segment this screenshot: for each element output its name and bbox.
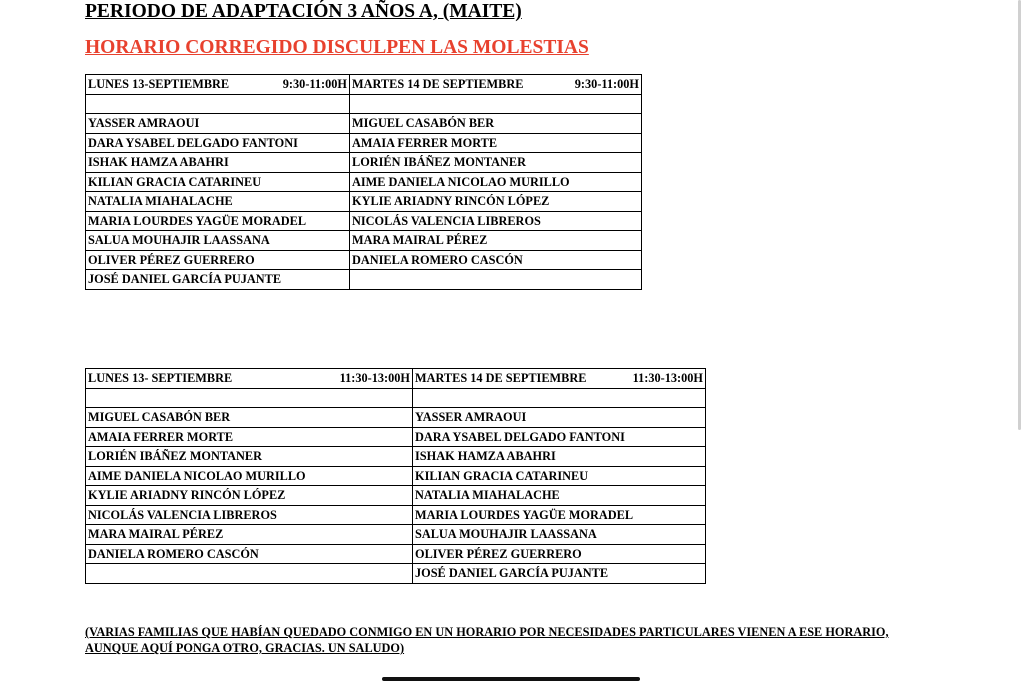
time-label: 11:30-13:00H (632, 371, 703, 386)
student-name-cell (350, 270, 642, 290)
student-name-cell: AMAIA FERRER MORTE (350, 133, 642, 153)
table-row (86, 192, 642, 212)
student-name-cell (413, 388, 706, 408)
student-name-cell: KILIAN GRACIA CATARINEU (86, 172, 350, 192)
student-name-cell: SALUA MOUHAJIR LAASSANA (413, 525, 706, 545)
student-name-cell (86, 564, 413, 584)
student-name-cell: NATALIA MIAHALACHE (413, 486, 706, 506)
header-cell-tuesday (350, 75, 642, 95)
student-name-cell: SALUA MOUHAJIR LAASSANA (86, 231, 350, 251)
table-row (86, 505, 706, 525)
student-name-cell: AMAIA FERRER MORTE (86, 427, 413, 447)
day-label: LUNES 13- SEPTIEMBRE (88, 371, 233, 386)
header-cell-monday (86, 75, 350, 95)
vertical-scrollbar[interactable] (1018, 0, 1021, 430)
table-row (86, 447, 706, 467)
student-name-cell (86, 94, 350, 114)
table-row (86, 114, 642, 134)
student-name-cell: KYLIE ARIADNY RINCÓN LÓPEZ (350, 192, 642, 212)
student-name-cell: AIME DANIELA NICOLAO MURILLO (86, 466, 413, 486)
day-label: MARTES 14 DE SEPTIEMBRE (352, 77, 524, 92)
student-name-cell: MARIA LOURDES YAGÜE MORADEL (86, 211, 350, 231)
student-name-cell: YASSER AMRAOUI (86, 114, 350, 134)
student-name-cell: NICOLÁS VALENCIA LIBREROS (350, 211, 642, 231)
time-label: 9:30-11:00H (282, 77, 347, 92)
table-row (86, 486, 706, 506)
table-row (86, 388, 706, 408)
student-name-cell: DARA YSABEL DELGADO FANTONI (413, 427, 706, 447)
student-name-cell: OLIVER PÉREZ GUERRERO (413, 544, 706, 564)
student-name-cell: DARA YSABEL DELGADO FANTONI (86, 133, 350, 153)
student-name-cell (350, 94, 642, 114)
document-title: PERIODO DE ADAPTACIÓN 3 AÑOS A, (MAITE) (85, 1, 522, 22)
table-row (86, 270, 642, 290)
student-name-cell: DANIELA ROMERO CASCÓN (86, 544, 413, 564)
header-cell-tuesday (413, 369, 706, 389)
student-name-cell: JOSÉ DANIEL GARCÍA PUJANTE (413, 564, 706, 584)
student-name-cell: YASSER AMRAOUI (413, 408, 706, 428)
table-row (86, 525, 706, 545)
student-name-cell: KILIAN GRACIA CATARINEU (413, 466, 706, 486)
student-name-cell: JOSÉ DANIEL GARCÍA PUJANTE (86, 270, 350, 290)
schedule-table-morning-1 (85, 74, 642, 290)
table-row (86, 250, 642, 270)
time-label: 9:30-11:00H (574, 77, 639, 92)
table-row (86, 408, 706, 428)
student-name-cell: LORIÉN IBÁÑEZ MONTANER (86, 447, 413, 467)
table-row (86, 94, 642, 114)
table-row (86, 153, 642, 173)
table-row (86, 231, 642, 251)
student-name-cell: KYLIE ARIADNY RINCÓN LÓPEZ (86, 486, 413, 506)
table-header-row (86, 369, 706, 389)
student-name-cell: MIGUEL CASABÓN BER (86, 408, 413, 428)
table-row (86, 544, 706, 564)
table-row (86, 427, 706, 447)
header-cell-monday (86, 369, 413, 389)
correction-notice: HORARIO CORREGIDO DISCULPEN LAS MOLESTIAS (85, 37, 589, 58)
day-label: LUNES 13-SEPTIEMBRE (88, 77, 230, 92)
student-name-cell: MARIA LOURDES YAGÜE MORADEL (413, 505, 706, 525)
table-row (86, 211, 642, 231)
table-header-row (86, 75, 642, 95)
student-name-cell: DANIELA ROMERO CASCÓN (350, 250, 642, 270)
table-row (86, 466, 706, 486)
student-name-cell: NATALIA MIAHALACHE (86, 192, 350, 212)
time-label: 11:30-13:00H (339, 371, 410, 386)
table-row (86, 133, 642, 153)
student-name-cell: ISHAK HAMZA ABAHRI (413, 447, 706, 467)
table-row (86, 564, 706, 584)
student-name-cell: MIGUEL CASABÓN BER (350, 114, 642, 134)
student-name-cell: LORIÉN IBÁÑEZ MONTANER (350, 153, 642, 173)
student-name-cell: NICOLÁS VALENCIA LIBREROS (86, 505, 413, 525)
table-row (86, 172, 642, 192)
families-note: (VARIAS FAMILIAS QUE HABÍAN QUEDADO CONMIGO EN UN HORARIO POR NECESIDADES PARTICULARES VIENEN A ESE HORARIO, AUNQUE AQUÍ PONGA OTRO, GRACIAS. UN SALUDO) (85, 625, 889, 655)
student-name-cell: ISHAK HAMZA ABAHRI (86, 153, 350, 173)
student-name-cell: OLIVER PÉREZ GUERRERO (86, 250, 350, 270)
schedule-table-morning-2 (85, 368, 706, 584)
home-indicator[interactable] (382, 677, 640, 681)
student-name-cell: AIME DANIELA NICOLAO MURILLO (350, 172, 642, 192)
student-name-cell: MARA MAIRAL PÉREZ (86, 525, 413, 545)
day-label: MARTES 14 DE SEPTIEMBRE (415, 371, 587, 386)
student-name-cell: MARA MAIRAL PÉREZ (350, 231, 642, 251)
student-name-cell (86, 388, 413, 408)
